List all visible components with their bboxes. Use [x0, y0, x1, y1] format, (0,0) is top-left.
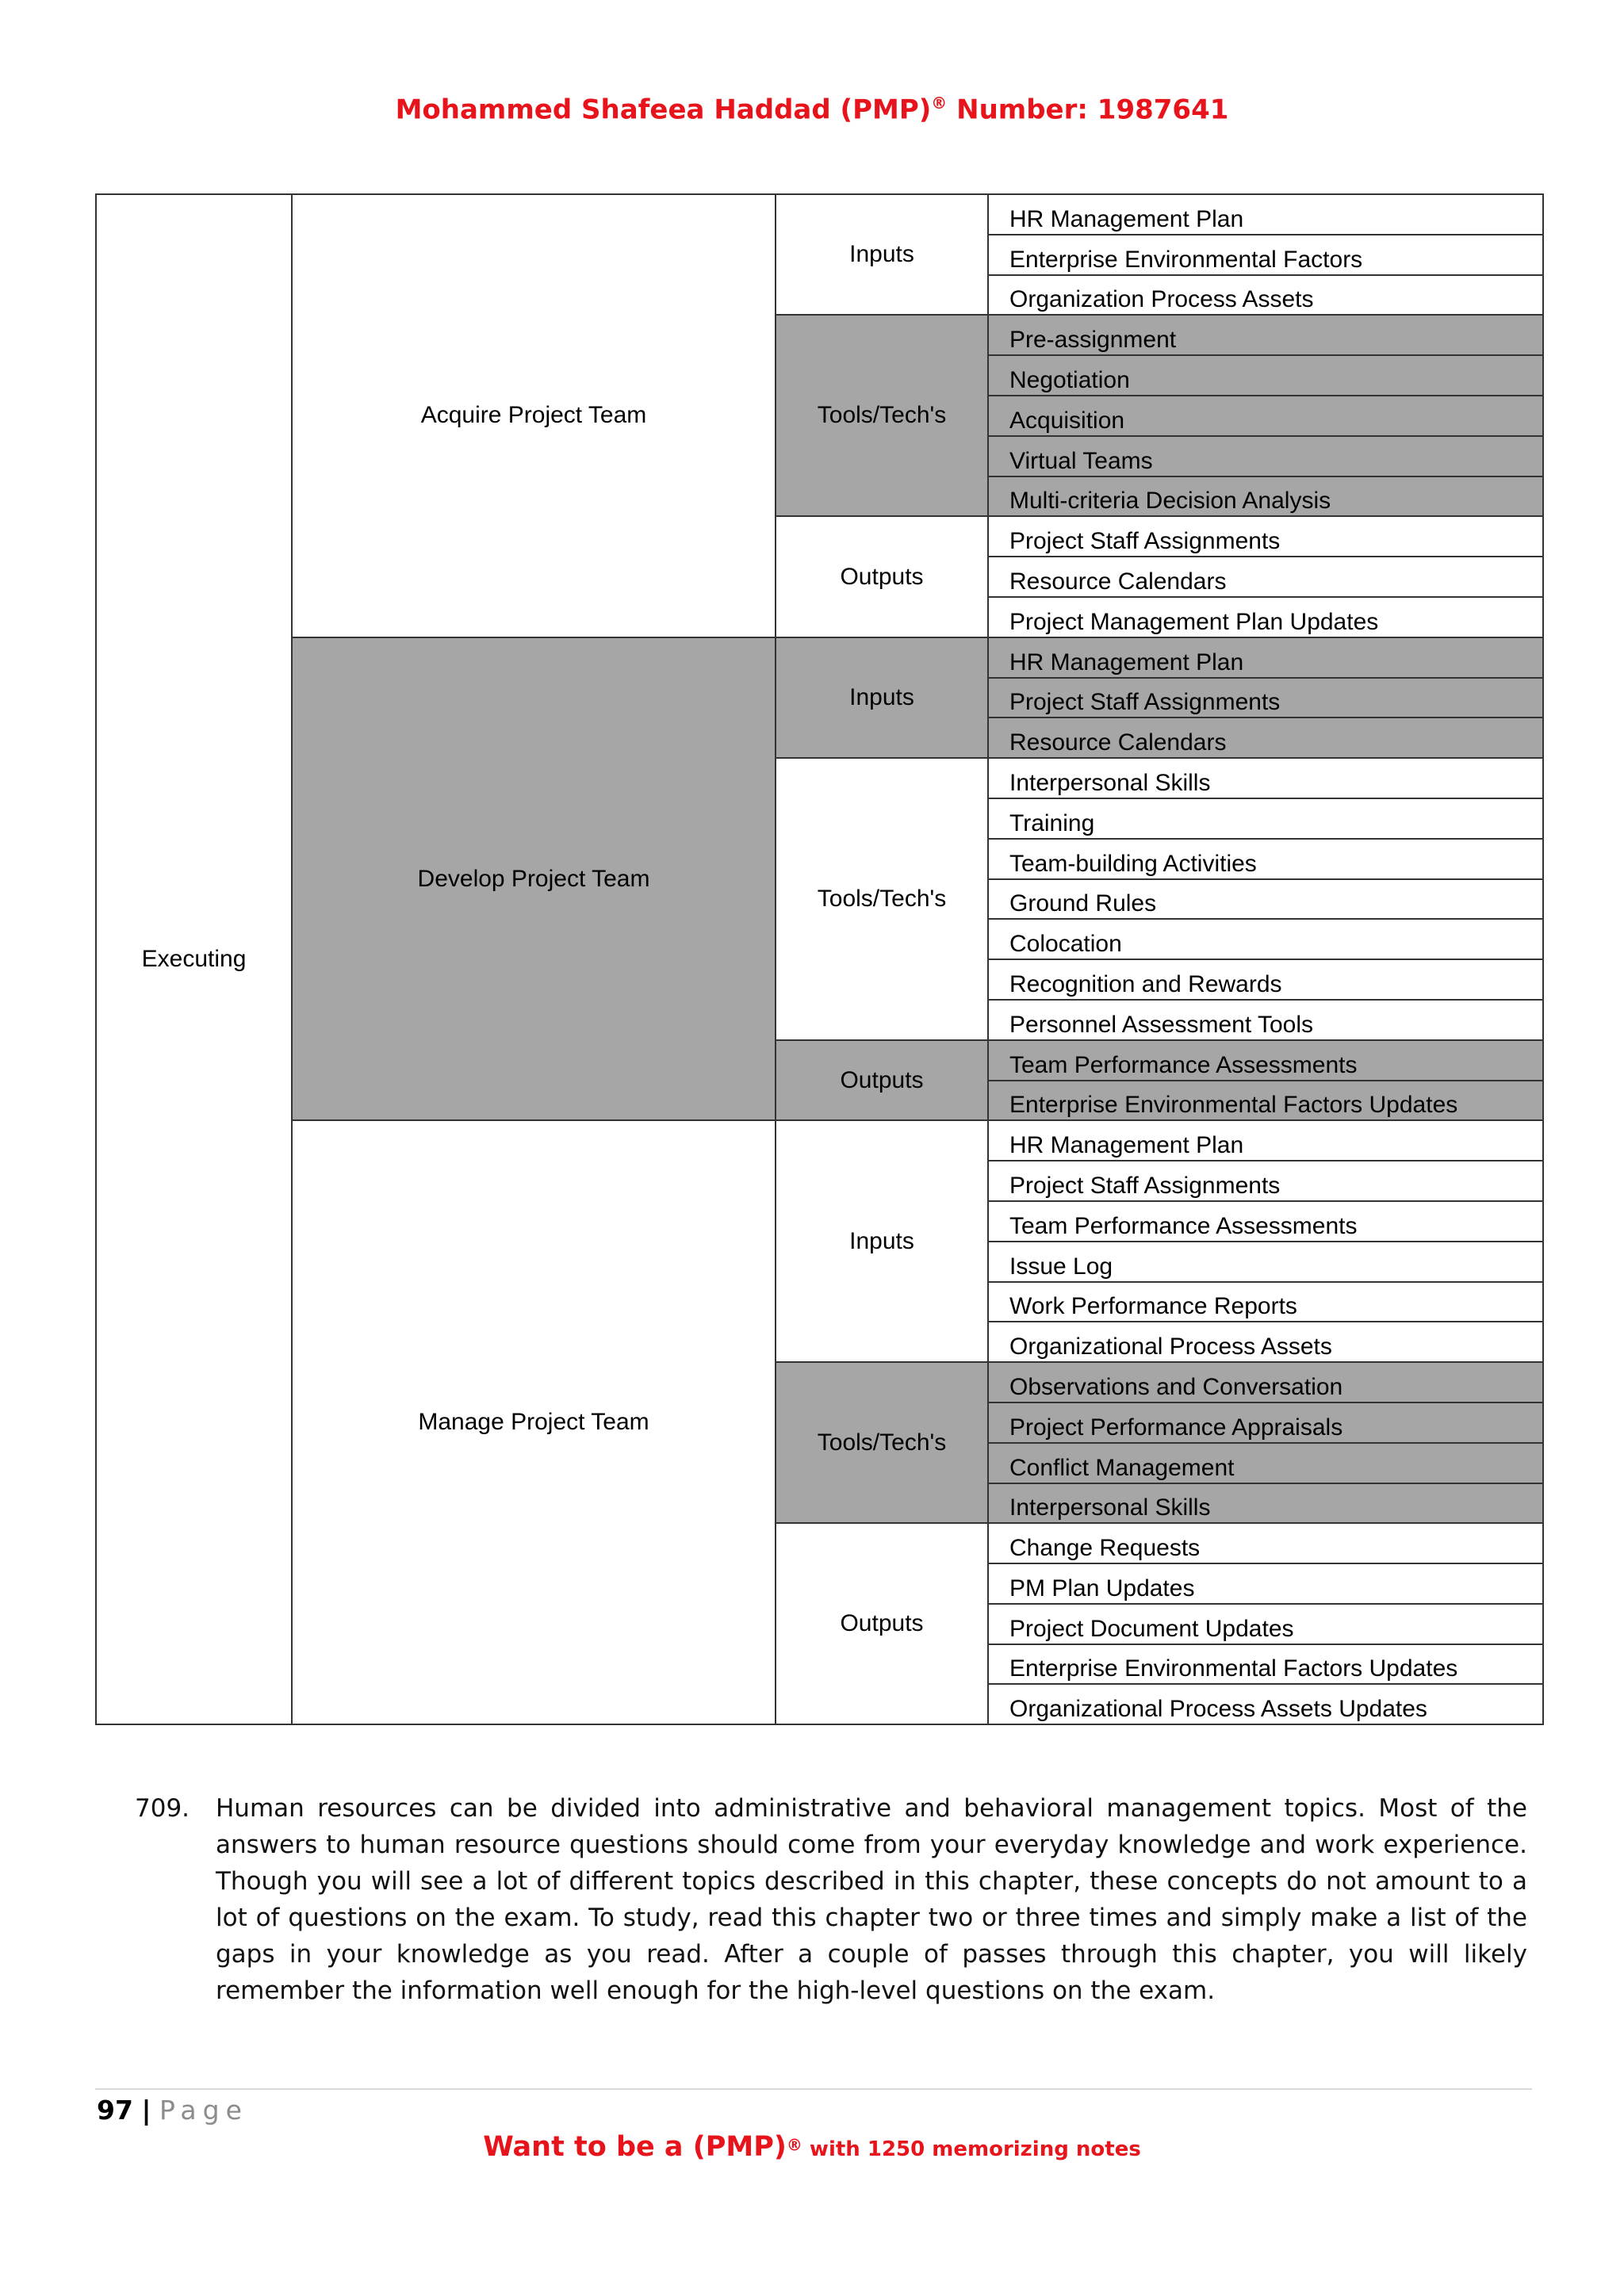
category-cell: Outputs: [776, 516, 988, 637]
item-cell: Training: [988, 798, 1543, 839]
item-cell: Resource Calendars: [988, 557, 1543, 597]
footer-promo: [0, 2131, 1624, 2163]
process-name-cell: Manage Project Team: [292, 1120, 776, 1724]
page-number-block: [97, 2095, 248, 2126]
item-cell: Conflict Management: [988, 1443, 1543, 1483]
item-cell: Interpersonal Skills: [988, 1483, 1543, 1524]
item-cell: HR Management Plan: [988, 194, 1543, 235]
table-row: [96, 637, 1543, 678]
category-cell: Outputs: [776, 1523, 988, 1724]
item-cell: Acquisition: [988, 396, 1543, 436]
item-cell: Project Staff Assignments: [988, 1161, 1543, 1201]
item-cell: Team-building Activities: [988, 839, 1543, 879]
paragraph-number: 709.: [135, 1794, 190, 1823]
category-cell: Outputs: [776, 1040, 988, 1121]
item-cell: Enterprise Environmental Factors: [988, 235, 1543, 275]
item-cell: Enterprise Environmental Factors Updates: [988, 1644, 1543, 1685]
promo-small: with 1250 memorizing notes: [802, 2137, 1141, 2161]
promo-main: Want to be a (PMP): [483, 2131, 787, 2163]
item-cell: Organization Process Assets: [988, 275, 1543, 316]
item-cell: Multi-criteria Decision Analysis: [988, 476, 1543, 517]
item-cell: Negotiation: [988, 355, 1543, 396]
header-number: Number: 1987641: [947, 94, 1229, 126]
question-paragraph: [135, 1790, 1527, 2009]
process-group-cell: Executing: [96, 194, 292, 1724]
category-cell: Inputs: [776, 637, 988, 758]
item-cell: Ground Rules: [988, 879, 1543, 920]
item-cell: Team Performance Assessments: [988, 1040, 1543, 1081]
item-cell: PM Plan Updates: [988, 1563, 1543, 1604]
page-header: [0, 94, 1624, 125]
item-cell: Organizational Process Assets: [988, 1322, 1543, 1362]
item-cell: Colocation: [988, 919, 1543, 959]
item-cell: Enterprise Environmental Factors Updates: [988, 1081, 1543, 1121]
page-number: 97: [97, 2095, 133, 2126]
item-cell: Work Performance Reports: [988, 1282, 1543, 1322]
footer-divider: [95, 2088, 1532, 2090]
process-table: [95, 193, 1544, 1725]
category-cell: Inputs: [776, 1120, 988, 1362]
category-cell: Tools/Tech's: [776, 758, 988, 1040]
item-cell: Pre-assignment: [988, 315, 1543, 355]
paragraph-text: Human resources can be divided into administrative and behavioral management topics. Most of the answers to human resource questions should come from your everyday knowledge and work experience. Though you will see a lot of different topics described in this chapter, these concepts do not amount to a lot of questions on the exam. To study, read this chapter two or three times and simply make a list of the gaps in your knowledge as you read. After a couple of passes through this chapter, you will likely remember the information well enough for the high-level questions on the exam.: [216, 1794, 1527, 2005]
table-row: [96, 1120, 1543, 1161]
item-cell: Resource Calendars: [988, 718, 1543, 758]
item-cell: Observations and Conversation: [988, 1362, 1543, 1402]
item-cell: Interpersonal Skills: [988, 758, 1543, 798]
page-separator: |: [141, 2095, 151, 2126]
item-cell: Project Staff Assignments: [988, 516, 1543, 557]
item-cell: Issue Log: [988, 1242, 1543, 1282]
item-cell: Change Requests: [988, 1523, 1543, 1563]
process-name-cell: Develop Project Team: [292, 637, 776, 1121]
page-word: Page: [159, 2095, 248, 2126]
item-cell: Virtual Teams: [988, 436, 1543, 476]
item-cell: Recognition and Rewards: [988, 959, 1543, 1000]
item-cell: Organizational Process Assets Updates: [988, 1684, 1543, 1724]
item-cell: Personnel Assessment Tools: [988, 1000, 1543, 1040]
item-cell: Project Staff Assignments: [988, 678, 1543, 718]
category-cell: Tools/Tech's: [776, 1362, 988, 1523]
item-cell: Project Management Plan Updates: [988, 597, 1543, 637]
item-cell: HR Management Plan: [988, 637, 1543, 678]
item-cell: Project Performance Appraisals: [988, 1402, 1543, 1443]
item-cell: Project Document Updates: [988, 1604, 1543, 1644]
promo-registered-mark: ®: [786, 2135, 802, 2155]
process-name-cell: Acquire Project Team: [292, 194, 776, 637]
item-cell: Team Performance Assessments: [988, 1201, 1543, 1242]
table-row: [96, 194, 1543, 235]
category-cell: Inputs: [776, 194, 988, 315]
header-registered-mark: ®: [931, 94, 948, 113]
category-cell: Tools/Tech's: [776, 315, 988, 516]
header-title: Mohammed Shafeea Haddad (PMP): [395, 94, 932, 126]
item-cell: HR Management Plan: [988, 1120, 1543, 1161]
